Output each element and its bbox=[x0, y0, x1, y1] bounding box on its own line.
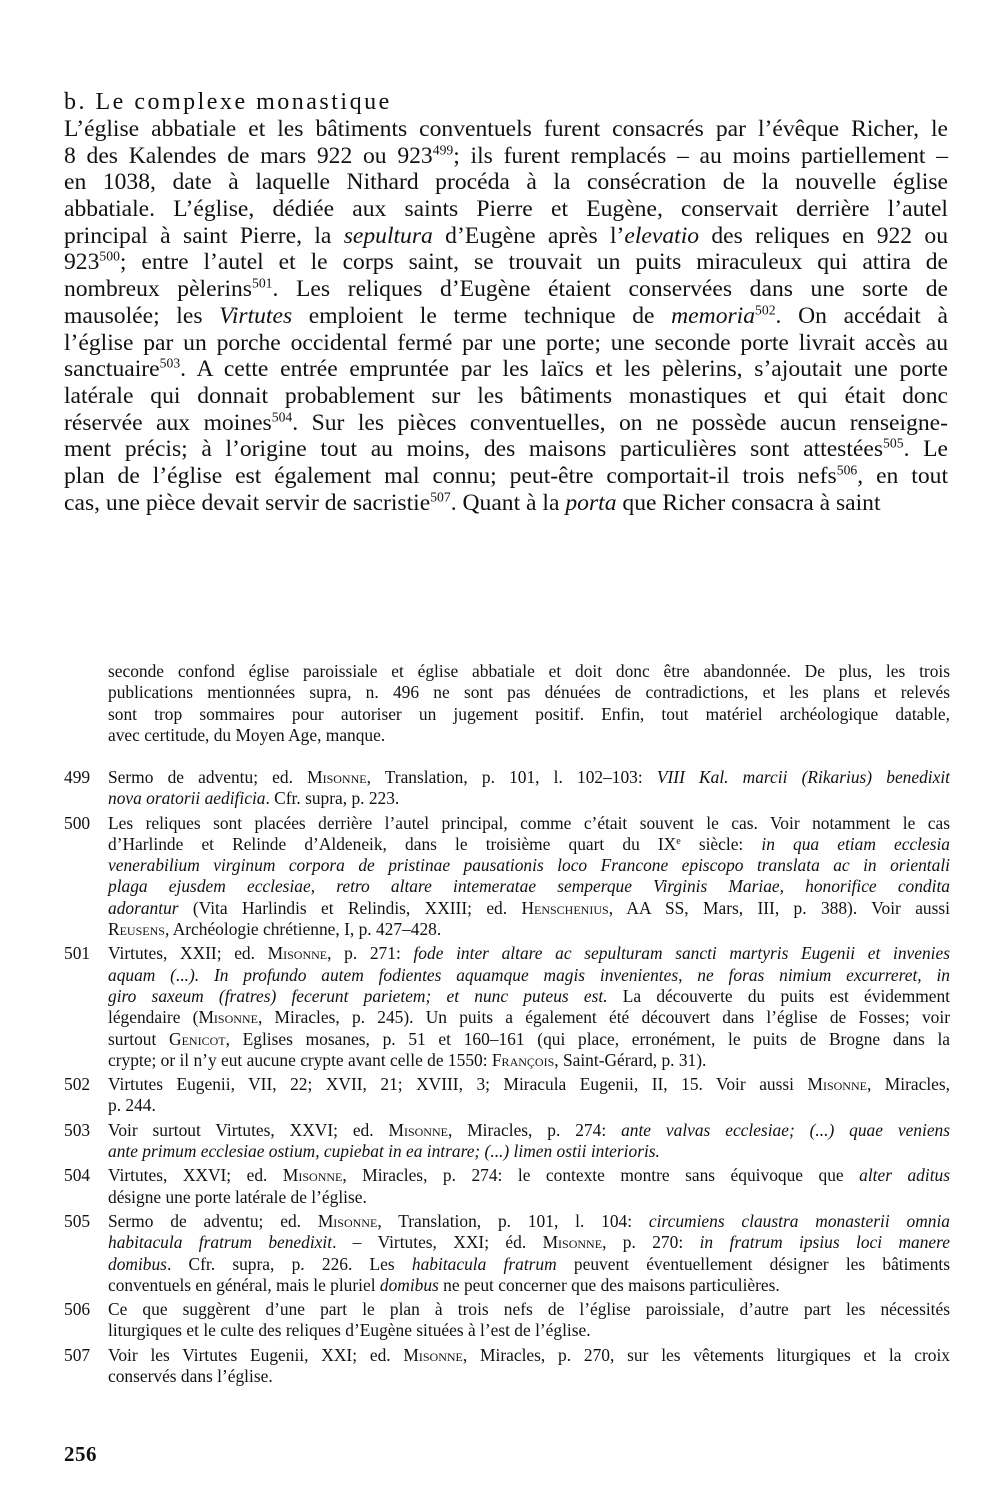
footnote-text bbox=[108, 1120, 950, 1163]
text-line: seconde confond église paroissiale et église abbatiale et doit donc être abandonnée. De plus, les trois bbox=[108, 661, 950, 681]
text-line: domibus. Cfr. supra, p. 226. Les habitacula fratrum peuvent éventuellement désigner les bâtiments bbox=[108, 1253, 951, 1274]
footnote-text bbox=[108, 767, 950, 810]
text-line: Sermo de adventu; ed. Misonne, Translation, p. 101, l. 104: circumiens claustra monasterii omnia bbox=[108, 1210, 950, 1231]
author-name: Misonne bbox=[807, 1074, 867, 1095]
text-line: 8 des Kalendes de mars 922 ou $923^{499}$; ils furent remplacés – au moins partiellement – bbox=[64, 142, 948, 169]
page-number: 256 bbox=[64, 1442, 97, 1466]
footnote-ref: 506 bbox=[836, 462, 858, 478]
footnote-number: 505 bbox=[64, 1210, 91, 1231]
text-line: L’église abbatiale et les bâtiments conventuels furent consacrés par l’évêque Richer, le bbox=[64, 116, 948, 142]
footnote bbox=[64, 813, 950, 941]
italic-text: VIII Kal. marcii (Rikarius) benedixit bbox=[656, 767, 950, 787]
author-name: François bbox=[491, 1049, 555, 1070]
italic-text: sepultura bbox=[343, 222, 433, 249]
author-name: Genicot bbox=[169, 1028, 226, 1049]
italic-text: adorantur bbox=[108, 897, 179, 918]
text-line: réservée aux moines$^{504}$. Sur les pièces conventuelles, on ne possède aucun renseigne- bbox=[64, 409, 948, 436]
italic-text: giro saxeum (fratres) fecerunt parietem; et nunc puteus est. bbox=[108, 985, 608, 1006]
author-name: Reusens bbox=[108, 919, 165, 940]
text-line: Sermo de adventu; ed. Misonne, Translation, p. 101, l. 102–103: VIII Kal. marcii (Rikarius) benedixit bbox=[108, 767, 950, 787]
text-line bbox=[108, 1141, 950, 1162]
text-line: cas, une pièce devait servir de sacristie$^{507}$. Quant à la porta que Richer consacra à saint bbox=[64, 489, 881, 516]
text-line: Virtutes, XXII; ed. Misonne, p. 271: fode inter altare ac sepulturam sancti martyris Eugenii et invenies bbox=[108, 943, 950, 964]
text-line: liturgiques et le culte des reliques d’Eugène situées à l’est de l’église. bbox=[108, 1320, 591, 1341]
italic-text: Virtutes bbox=[219, 302, 293, 329]
text-line: ment précis; à l’origine tout au moins, des maisons particulières sont attestées$^{505}$. Le bbox=[64, 435, 948, 463]
text-line: en 1038, date à laquelle Nithard procéda à la consécration de la nouvelle église bbox=[64, 169, 948, 196]
footnote bbox=[64, 1165, 950, 1208]
footnote-text bbox=[108, 1074, 950, 1117]
footnote bbox=[64, 943, 950, 1071]
text-line: l’église par un porche occidental fermé par une porte; une seconde porte livrait accès au bbox=[64, 329, 948, 356]
footnote-number: 504 bbox=[64, 1165, 91, 1186]
footnote-number: 503 bbox=[64, 1119, 91, 1140]
text-line: giro saxeum (fratres) fecerunt parietem; et nunc puteus est. La découverte du puits est évidemment bbox=[108, 985, 950, 1006]
italic-text: porta bbox=[565, 489, 617, 516]
author-name: Henschenius bbox=[521, 897, 609, 918]
text-line bbox=[108, 965, 950, 986]
footnote bbox=[64, 767, 950, 810]
text-line: Virtutes Eugenii, VII, 22; XVII, 21; XVIII, 3; Miracula Eugenii, II, 15. Voir aussi Misonne, Miracles, bbox=[108, 1074, 950, 1095]
italic-text: circumiens claustra monasterii omnia bbox=[648, 1210, 950, 1231]
text-line: adorantur (Vita Harlindis et Relindis, XXIII; ed. Henschenius, AA SS, Mars, III, p. 388). Voir aussi bbox=[108, 897, 950, 918]
text-line bbox=[108, 855, 950, 876]
footnote-text bbox=[108, 1345, 950, 1388]
footnote-number: 501 bbox=[64, 943, 91, 964]
author-name: Misonne bbox=[307, 767, 367, 787]
text-line: conventuels en général, mais le pluriel domibus ne peut concerner que des maisons particulières. bbox=[108, 1274, 780, 1295]
text-line: nombreux pèlerins$^{501}$. Les reliques d’Eugène étaient conservées dans une sorte de bbox=[64, 275, 948, 303]
italic-text: domibus bbox=[108, 1253, 167, 1274]
section-heading: b. Le complexe monastique bbox=[64, 89, 392, 115]
italic-text: in fratrum ipsius loci manere bbox=[699, 1232, 950, 1253]
text-line: sanctuaire$^{503}$. A cette entrée empruntée par les laïcs et les pèlerins, s’ajoutait une porte bbox=[64, 355, 948, 383]
author-name: Misonne bbox=[403, 1344, 463, 1365]
text-line: sont trop sommaires pour autoriser un jugement positif. Enfin, tout matériel archéologique datable, bbox=[108, 703, 950, 724]
main-text bbox=[64, 116, 948, 516]
text-line: plan de l’église est également mal connu; peut-être comportait-il trois nefs$^{506}$, en tout bbox=[64, 462, 948, 489]
footnote-ref: 502 bbox=[755, 302, 776, 318]
text-line: conservés dans l’église. bbox=[108, 1366, 273, 1387]
footnote-number: 500 bbox=[64, 812, 91, 833]
footnote-ref: e bbox=[676, 835, 681, 847]
italic-text: memoria bbox=[671, 302, 756, 329]
footnote bbox=[64, 1299, 950, 1342]
author-name: Misonne bbox=[267, 943, 328, 964]
author-name: Misonne bbox=[198, 1007, 258, 1028]
footnote-number: 499 bbox=[64, 767, 91, 787]
text-line: mausolée; les Virtutes emploient le terme technique de memoria$^{502}$. On accédait à bbox=[64, 302, 948, 329]
text-line: Voir les Virtutes Eugenii, XXI; ed. Misonne, Miracles, p. 270, sur les vêtements liturgiques et la croix bbox=[108, 1344, 950, 1365]
italic-text: in qua etiam ecclesia bbox=[761, 833, 950, 854]
footnote-ref: 500 bbox=[99, 248, 120, 264]
footnote-number: 502 bbox=[64, 1074, 91, 1095]
footnote-ref: 503 bbox=[159, 355, 181, 371]
italic-text: alter aditus bbox=[859, 1165, 950, 1186]
text-line: Les reliques sont placées derrière l’autel principal, comme c’était souvent le cas. Voir notamment le cas bbox=[108, 812, 950, 833]
italic-text: plaga ejusdem ecclesiae, retro altare intemeratae semperque Virginis Mariae, honorifice condita bbox=[108, 876, 950, 897]
text-line: Virtutes, XXVI; ed. Misonne, Miracles, p. 274: le contexte montre sans équivoque que alter aditus bbox=[108, 1165, 950, 1186]
italic-text: elevatio bbox=[624, 222, 700, 249]
text-line: habitacula fratrum benedixit. – Virtutes, XXI; éd. Misonne, p. 270: in fratrum ipsius loci manere bbox=[108, 1232, 950, 1253]
footnote bbox=[64, 1211, 950, 1296]
text-line: légendaire (Misonne, Miracles, p. 245). Un puits a également été découvert dans l’église de Fosses; voir bbox=[108, 1007, 951, 1028]
text-line: latérale qui donnait probablement sur les bâtiments monastiques et qui était donc bbox=[64, 382, 948, 409]
footnote-number: 506 bbox=[64, 1299, 91, 1320]
footnote-number: 507 bbox=[64, 1344, 91, 1365]
text-line: désigne une porte latérale de l’église. bbox=[108, 1186, 367, 1207]
footnote-text bbox=[108, 1299, 950, 1342]
italic-text: ante valvas ecclesiae; (...) quae veniens bbox=[621, 1119, 950, 1140]
author-name: Misonne bbox=[317, 1210, 378, 1231]
text-line: $923^{500}$; entre l’autel et le corps saint, se trouvait un puits miraculeux qui attira de bbox=[64, 248, 948, 276]
author-name: Misonne bbox=[388, 1119, 448, 1140]
text-line: publications mentionnées supra, n. 496 ne sont pas dénuées de contradictions, et les plans et relevés bbox=[108, 682, 950, 703]
text-line: Reusens, Archéologie chrétienne, I, p. 427–428. bbox=[108, 919, 442, 940]
italic-text: ante primum ecclesiae ostium, cupiebat in ea intrare; (...) limen ostii interioris. bbox=[108, 1141, 660, 1162]
footnote-text bbox=[108, 943, 950, 1071]
italic-text: domibus bbox=[379, 1274, 439, 1295]
text-line: Ce que suggèrent d’une part le plan à trois nefs de l’église paroissiale, d’autre part les nécessités bbox=[108, 1299, 950, 1320]
footnote bbox=[64, 1074, 950, 1117]
italic-text: habitacula fratrum bbox=[411, 1253, 557, 1274]
footnotes bbox=[64, 767, 950, 1390]
footnote-ref: 504 bbox=[271, 409, 293, 425]
footnote bbox=[64, 1345, 950, 1388]
footnote-text bbox=[108, 1165, 950, 1208]
footnote-text bbox=[108, 813, 950, 941]
author-name: Misonne bbox=[542, 1232, 603, 1253]
italic-text: aquam (...). In profundo autem fodientes aquamque magis invenientes, ne foras nimium excurreret, in bbox=[108, 964, 950, 985]
text-line: d’Harlinde et Relinde d’Aldeneik, dans le troisième quart du IXe siècle: in qua etiam ecclesia bbox=[108, 833, 950, 854]
italic-text: fode inter altare ac sepulturam sancti martyris Eugenii et invenies bbox=[413, 943, 950, 964]
text-line: principal à saint Pierre, la sepultura d’Eugène après l’elevatio des reliques en 922 ou bbox=[64, 222, 948, 249]
italic-text: nova oratorii aedificia bbox=[108, 788, 266, 809]
footnote-continuation bbox=[108, 661, 950, 746]
text-line: crypte; or il n’y eut aucune crypte avant celle de 1550: François, Saint-Gérard, p. 31). bbox=[108, 1049, 707, 1070]
text-line bbox=[108, 876, 950, 897]
text-line: abbatiale. L’église, dédiée aux saints Pierre et Eugène, conservait derrière l’autel bbox=[64, 196, 948, 223]
text-line: avec certitude, du Moyen Age, manque. bbox=[108, 724, 386, 745]
text-line: p. 244. bbox=[108, 1095, 156, 1116]
text-line: surtout Genicot, Eglises mosanes, p. 51 et 160–161 (qui place, erronément, le puits de Brogne dans la bbox=[108, 1028, 951, 1049]
text-line: Voir surtout Virtutes, XXVI; ed. Misonne, Miracles, p. 274: ante valvas ecclesiae; (...) quae veniens bbox=[108, 1119, 950, 1140]
author-name: Misonne bbox=[282, 1165, 343, 1186]
text-line: nova oratorii aedificia. Cfr. supra, p. 223. bbox=[108, 788, 400, 809]
italic-text: habitacula fratrum benedixit bbox=[108, 1232, 333, 1253]
footnote-text bbox=[108, 1211, 950, 1296]
footnote-ref: 507 bbox=[430, 489, 451, 505]
footnote-ref: 501 bbox=[251, 275, 273, 291]
italic-text: venerabilium virginum corpora de pristinae pausationis loco Francone episcopo translata ac in orientali bbox=[108, 855, 950, 876]
footnote-ref: 505 bbox=[883, 435, 904, 451]
footnote bbox=[64, 1120, 950, 1163]
footnote-ref: 499 bbox=[432, 142, 454, 158]
